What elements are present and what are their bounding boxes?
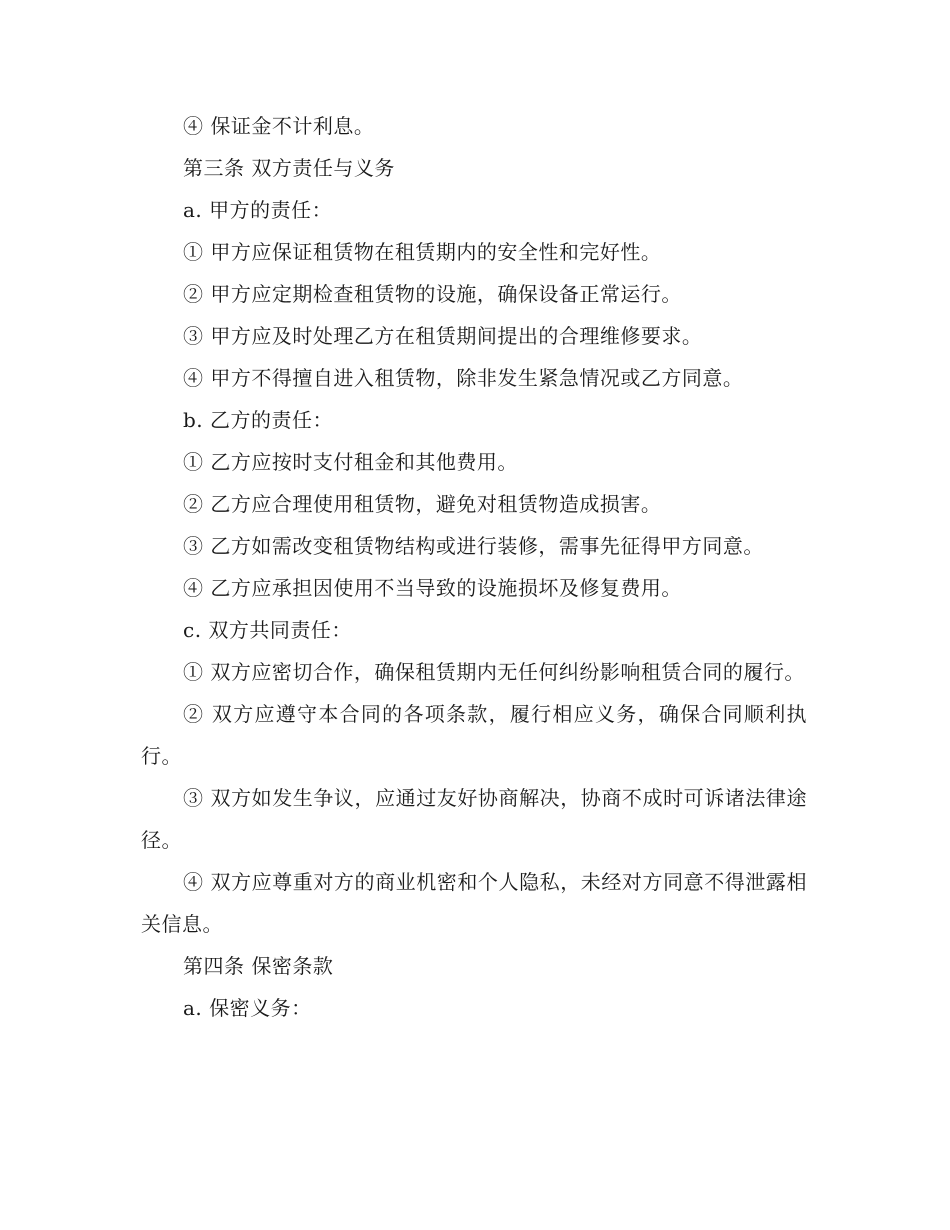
confidentiality-obligation-heading: a. 保密义务： [183, 996, 312, 1020]
party-b-item-4: ④ 乙方应承担因使用不当导致的设施损坏及修复费用。 [183, 576, 682, 600]
paragraph-deposit-no-interest: ④ 保证金不计利息。 [183, 114, 375, 138]
joint-item-4: ④ 双方应尊重对方的商业机密和个人隐私，未经对方同意不得泄露相关信息。 [141, 870, 807, 936]
joint-item-1: ① 双方应密切合作，确保租赁期内无任何纠纷影响租赁合同的履行。 [183, 660, 805, 684]
party-a-item-4: ④ 甲方不得擅自进入租赁物，除非发生紧急情况或乙方同意。 [183, 366, 744, 390]
party-a-item-2: ② 甲方应定期检查租赁物的设施，确保设备正常运行。 [183, 282, 682, 306]
party-b-item-3: ③ 乙方如需改变租赁物结构或进行装修，需事先征得甲方同意。 [183, 534, 764, 558]
article-four-heading: 第四条 保密条款 [183, 954, 334, 978]
party-a-item-3: ③ 甲方应及时处理乙方在租赁期间提出的合理维修要求。 [183, 324, 703, 348]
party-b-item-2: ② 乙方应合理使用租赁物，避免对租赁物造成损害。 [183, 492, 662, 516]
party-b-responsibility-heading: b. 乙方的责任： [183, 408, 334, 432]
joint-item-2: ② 双方应遵守本合同的各项条款，履行相应义务，确保合同顺利执行。 [141, 702, 807, 768]
party-b-item-1: ① 乙方应按时支付租金和其他费用。 [183, 450, 518, 474]
article-three-heading: 第三条 双方责任与义务 [183, 156, 395, 180]
party-a-responsibility-heading: a. 甲方的责任： [183, 198, 333, 222]
joint-item-3: ③ 双方如发生争议，应通过友好协商解决，协商不成时可诉诸法律途径。 [141, 786, 807, 852]
document-body [141, 105, 807, 1029]
joint-responsibility-heading: c. 双方共同责任： [183, 618, 352, 642]
party-a-item-1: ① 甲方应保证租赁物在租赁期内的安全性和完好性。 [183, 240, 662, 264]
